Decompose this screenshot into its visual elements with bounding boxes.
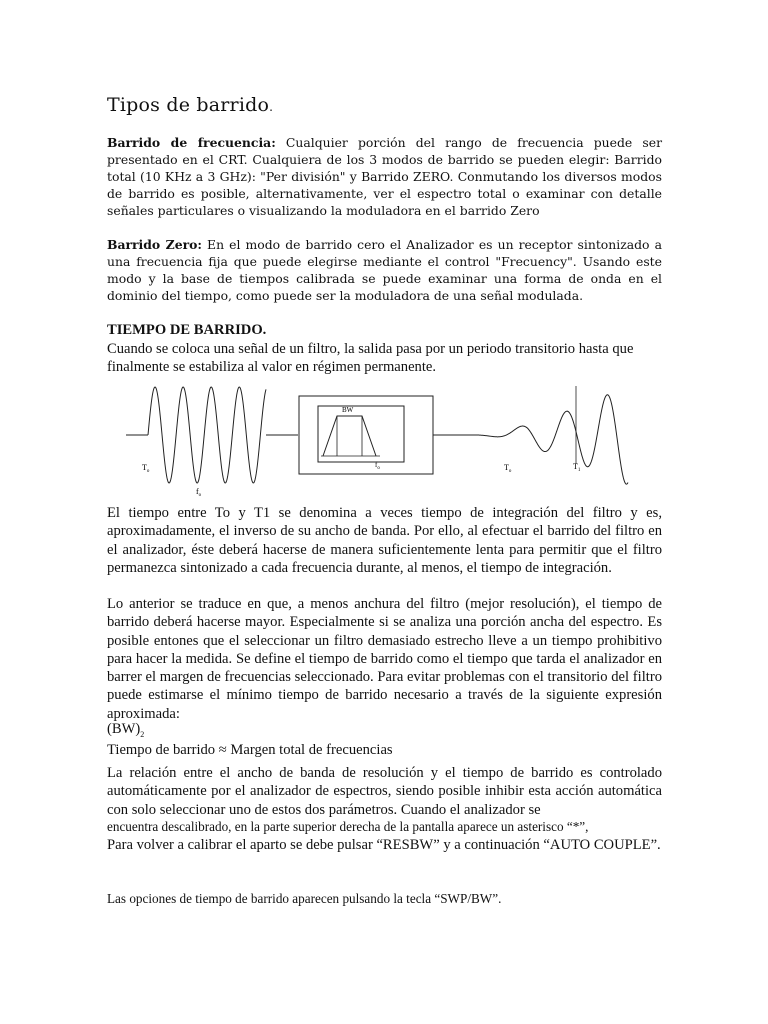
output-transient-wave bbox=[445, 395, 628, 484]
paragraph-integration-time: El tiempo entre To y T1 se denomina a veces tiempo de integración del filtro y es, aproximadamente, el inverso de su ancho de banda. Por ello, al efectuar el barrido del filtro en el analizador, éste deberá hacerse de manera suficientemente lenta para permitir que el filtro permanezca sintonizado a cada frecuencia durante, al menos, el tiempo de integración. bbox=[107, 505, 662, 576]
filter-transient-diagram bbox=[122, 382, 642, 500]
paragraph-swp-bw: Las opciones de tiempo de barrido aparecen pulsando la tecla “SWP/BW”. bbox=[107, 891, 502, 906]
page-title: Tipos de barrido. bbox=[107, 94, 274, 116]
label-bw: BW bbox=[342, 406, 354, 414]
paragraph-resolution: Lo anterior se traduce en que, a menos anchura del filtro (mejor resolución), el tiempo de barrido deberá hacerse mayor. Especialmente si se analiza una porción ancha del espectro. Es posible entones que el seleccionar un filtro demasiado estrecho lleve a un tiempo prohibitivo para hacer la medida. Se define el tiempo de barrido como el tiempo que tarda el analizador en barrer el margen de frecuencias seleccionado. Para evitar problemas con el transitorio del filtro puede estimarse el mínimo tiempo de barrido necesario a través de la siguiente expresión aproximada: bbox=[107, 596, 662, 722]
paragraph-recalibrate: Para volver a calibrar el aparto se debe pulsar “RESBW” y a continuación “AUTO COUPLE”. bbox=[107, 837, 661, 853]
filter-passband-shape bbox=[323, 416, 376, 456]
label-to-right: $T_o$ bbox=[504, 463, 512, 474]
label-sweep-frequency: Barrido de frecuencia: bbox=[107, 135, 276, 150]
paragraph-auto-coupling: La relación entre el ancho de banda de resolución y el tiempo de barrido es controlado automáticamente por el analizador de espectros, siendo posible inhibir esta acción automática con solo seleccionar uno de estos dos parámetros. Cuando el analizador se bbox=[107, 765, 662, 818]
label-f0-left: $f_o$ bbox=[196, 487, 202, 498]
label-t1-right: $T_1$ bbox=[573, 462, 581, 473]
section-heading: TIEMPO DE BARRIDO. bbox=[107, 322, 267, 338]
label-to-left: $T_o$ bbox=[142, 463, 150, 474]
paragraph-sweep-zero: Barrido Zero: En el modo de barrido cero el Analizador es un receptor sintonizado a una frecuencia fija que puede elegirse mediante el control "Frecuency". Usando este modo y la base de tiempos calibrada se puede examinar una forma de onda en el dominio del tiempo, como puede ser la moduladora de una señal modulada. bbox=[107, 237, 662, 303]
formula-line: Tiempo de barrido ≈ Margen total de frecuencias bbox=[107, 742, 393, 758]
label-f0-box: $f_o$ bbox=[375, 461, 380, 471]
label-sweep-zero: Barrido Zero: bbox=[107, 237, 202, 252]
paragraph-sweep-frequency: Barrido de frecuencia: Cualquier porción del rango de frecuencia puede ser presentado en el CRT. Cualquiera de los 3 modos de barrido se pueden elegir: Barrido total (10 KHz a 3 GHz): "Per división" y Barrido ZERO. Conmutando los diversos modos de barrido es posible, alternativamente, ver el espectro total o examinar con detalle señales particulares o visualizando la moduladora en el barrido Zero bbox=[107, 135, 662, 218]
paragraph-asterisk: encuentra descalibrado, en la parte superior derecha de la pantalla aparece un asterisco “*”, bbox=[107, 819, 589, 834]
input-sine-wave bbox=[148, 387, 266, 483]
formula-numerator: $(BW)_2$ bbox=[107, 721, 145, 739]
paragraph-intro: Cuando se coloca una señal de un filtro, la salida pasa por un periodo transitorio hasta que finalmente se estabiliza al valor en régimen permanente. bbox=[107, 341, 634, 376]
